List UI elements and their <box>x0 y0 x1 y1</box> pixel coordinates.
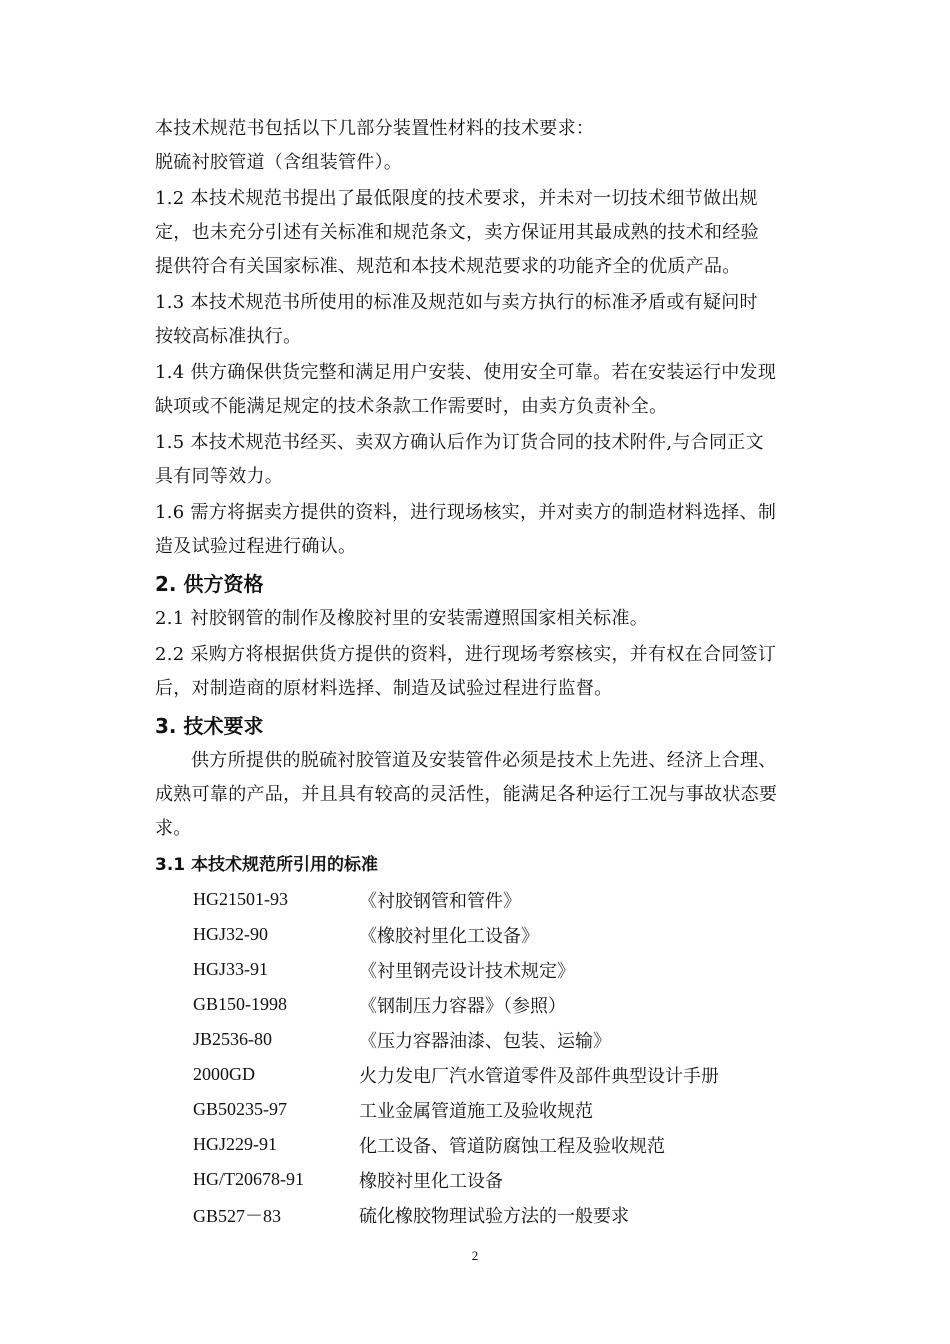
standard-code: HGJ229-91 <box>193 1134 277 1154</box>
standard-title: 《橡胶衬里化工设备》 <box>359 925 539 947</box>
standard-title: 《衬里钢壳设计技术规定》 <box>359 960 575 982</box>
clause-line: 后，对制造商的原材料选择、制造及试验过程进行监督。 <box>155 678 613 699</box>
standard-title: 《压力容器油漆、包装、运输》 <box>359 1030 611 1052</box>
standard-code: HGJ32-90 <box>193 924 268 944</box>
clause-line: 1.2 本技术规范书提出了最低限度的技术要求，并未对一切技术细节做出规 <box>155 188 758 209</box>
standard-code: JB2536-80 <box>193 1029 273 1049</box>
intro-line: 脱硫衬胶管道（含组装管件）。 <box>155 152 403 173</box>
standards-list <box>193 882 719 1232</box>
standard-row <box>193 1057 719 1092</box>
clause-1-2 <box>155 182 800 284</box>
clause-line: 具有同等效力。 <box>155 466 284 487</box>
standard-row <box>193 1022 719 1057</box>
clause-line: 2.1 衬胶钢管的制作及橡胶衬里的安装需遵照国家相关标准。 <box>155 608 649 629</box>
clause-2-2 <box>155 638 800 706</box>
standard-row <box>193 987 719 1022</box>
standard-title: 《衬胶钢管和管件》 <box>359 890 521 912</box>
intro-line: 本技术规范书包括以下几部分装置性材料的技术要求： <box>155 118 595 139</box>
page-number: 2 <box>471 1248 479 1263</box>
standard-code: 2000GD <box>193 1064 255 1084</box>
standard-row <box>193 1127 719 1162</box>
standard-code: HGJ33-91 <box>193 959 268 979</box>
clause-1-5 <box>155 426 800 494</box>
standard-code: HG21501-93 <box>193 889 288 909</box>
clause-line: 缺项或不能满足规定的技术条款工作需要时，由卖方负责补全。 <box>155 396 668 417</box>
clause-line: 1.5 本技术规范书经买、卖双方确认后作为订货合同的技术附件,与合同正文 <box>155 432 764 453</box>
clause-line: 1.6 需方将据卖方提供的资料，进行现场核实，并对卖方的制造材料选择、制 <box>155 502 777 523</box>
standard-row <box>193 917 719 952</box>
clause-1-6 <box>155 496 800 564</box>
clause-2-1 <box>155 602 800 636</box>
clause-line: 造及试验过程进行确认。 <box>155 536 357 557</box>
document-page <box>155 112 800 1232</box>
clause-line: 定，也未充分引述有关标准和规范条文，卖方保证用其最成熟的技术和经验 <box>155 222 759 243</box>
standard-row <box>193 882 719 917</box>
section-2-heading: 2. 供方资格 <box>155 572 264 596</box>
standard-code: GB50235-97 <box>193 1099 287 1119</box>
paragraph-line: 成熟可靠的产品，并且具有较高的灵活性，能满足各种运行工况与事故状态要 <box>155 784 778 805</box>
standard-title: 《钢制压力容器》（参照） <box>359 995 566 1017</box>
standard-code: GB527－83 <box>193 1205 282 1226</box>
standard-title: 化工设备、管道防腐蚀工程及验收规范 <box>359 1135 665 1157</box>
clause-line: 提供符合有关国家标准、规范和本技术规范要求的功能齐全的优质产品。 <box>155 256 741 277</box>
standard-row <box>193 952 719 987</box>
section-3-intro <box>155 744 800 846</box>
standard-title: 硫化橡胶物理试验方法的一般要求 <box>359 1205 629 1227</box>
intro-paragraph <box>155 112 800 180</box>
paragraph-line: 供方所提供的脱硫衬胶管道及安装管件必须是技术上先进、经济上合理、 <box>191 750 777 771</box>
standard-title: 橡胶衬里化工设备 <box>359 1170 503 1192</box>
standard-row <box>193 1092 719 1127</box>
standard-title: 工业金属管道施工及验收规范 <box>359 1100 593 1122</box>
clause-line: 2.2 采购方将根据供货方提供的资料，进行现场考察核实，并有权在合同签订 <box>155 644 777 665</box>
standard-code: GB150-1998 <box>193 994 287 1014</box>
clause-line: 按较高标准执行。 <box>155 326 302 347</box>
standard-code: HG/T20678-91 <box>193 1169 304 1189</box>
section-3-heading: 3. 技术要求 <box>155 714 264 738</box>
standard-row <box>193 1162 719 1197</box>
clause-line: 1.4 供方确保供货完整和满足用户安装、使用安全可靠。若在安装运行中发现 <box>155 362 777 383</box>
section-3-1-heading: 3.1 本技术规范所引用的标准 <box>155 855 379 875</box>
standard-title: 火力发电厂汽水管道零件及部件典型设计手册 <box>359 1065 719 1087</box>
standard-row <box>193 1197 719 1232</box>
clause-1-3 <box>155 286 800 354</box>
paragraph-line: 求。 <box>155 818 192 839</box>
clause-line: 1.3 本技术规范书所使用的标准及规范如与卖方执行的标准矛盾或有疑问时 <box>155 292 758 313</box>
clause-1-4 <box>155 356 800 424</box>
